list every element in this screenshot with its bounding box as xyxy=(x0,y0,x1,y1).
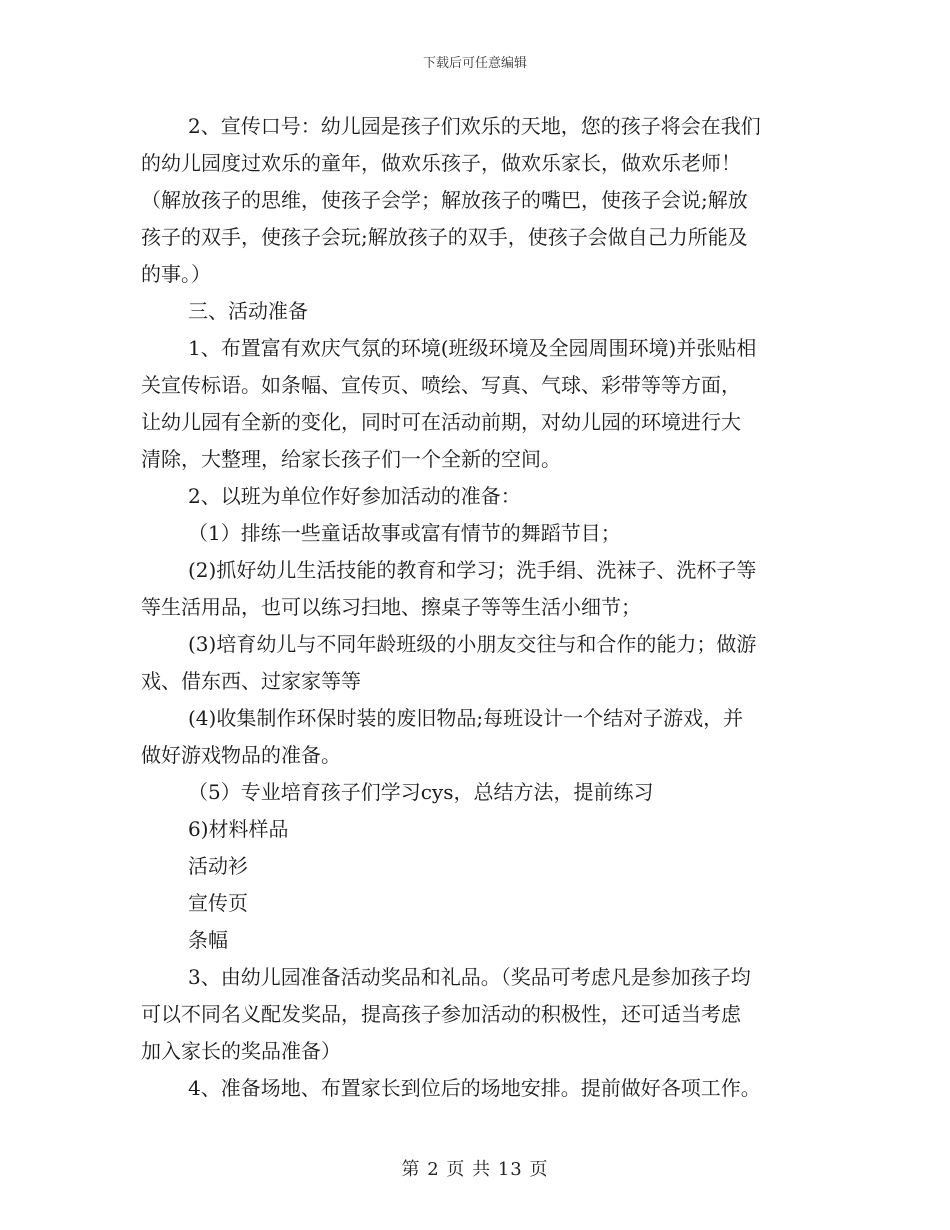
list-item: (2)抓好幼儿生活技能的教育和学习；洗手绢、洗袜子、洗杯子等 xyxy=(188,558,757,582)
paragraph-line: 等生活用品，也可以练习扫地、擦桌子等等生活小细节； xyxy=(141,595,641,619)
paragraph-line: 4、准备场地、布置家长到位后的场地安排。提前做好各项工作。 xyxy=(188,1076,761,1100)
paragraph-line: 可以不同名义配发奖品，提高孩子参加活动的积极性，还可适当考虑 xyxy=(141,1002,741,1026)
paragraph-line: 做好游戏物品的准备。 xyxy=(141,743,341,767)
paragraph-line: （解放孩子的思维，使孩子会学；解放孩子的嘴巴，使孩子会说;解放 xyxy=(141,188,748,212)
paragraph-line: 3、由幼儿园准备活动奖品和礼品。（奖品可考虑凡是参加孩子均 xyxy=(188,965,751,989)
paragraph-line: 孩子的双手，使孩子会玩;解放孩子的双手，使孩子会做自己力所能及 xyxy=(141,225,748,249)
page-header: 下载后可任意编辑 xyxy=(422,56,527,71)
document-body xyxy=(141,108,811,1107)
paragraph-line: 2、以班为单位作好参加活动的准备： xyxy=(188,484,521,508)
paragraph-line: 的幼儿园度过欢乐的童年，做欢乐孩子，做欢乐家长，做欢乐老师！ xyxy=(141,151,741,175)
paragraph-line: 的事。） xyxy=(141,262,211,286)
paragraph-line: 清除，大整理，给家长孩子们一个全新的空间。 xyxy=(141,447,561,471)
list-item: （5）专业培育孩子们学习cys，总结方法，提前练习 xyxy=(188,780,654,804)
page-footer: 第 2 页 共 13 页 xyxy=(401,1159,549,1180)
list-item: (3)培育幼儿与不同年龄班级的小朋友交往与和合作的能力；做游 xyxy=(188,632,757,656)
list-item: 条幅 xyxy=(188,928,228,952)
list-item: (4)收集制作环保时装的废旧物品;每班设计一个结对子游戏，并 xyxy=(188,706,744,730)
list-item: 宣传页 xyxy=(188,891,248,915)
paragraph-line: 让幼儿园有全新的变化，同时可在活动前期，对幼儿园的环境进行大 xyxy=(141,410,741,434)
paragraph-line: 戏、借东西、过家家等等 xyxy=(141,669,361,693)
paragraph-line: 2、宣传口号：幼儿园是孩子们欢乐的天地，您的孩子将会在我们 xyxy=(188,114,761,138)
list-item: 活动衫 xyxy=(188,854,248,878)
paragraph-line: 加入家长的奖品准备） xyxy=(141,1039,341,1063)
section-heading: 三、活动准备 xyxy=(188,299,308,323)
paragraph-line: 关宣传标语。如条幅、宣传页、喷绘、写真、气球、彩带等等方面， xyxy=(141,373,741,397)
paragraph-line: 1、布置富有欢庆气氛的环境(班级环境及全园周围环境)并张贴相 xyxy=(188,336,757,360)
list-item: 6)材料样品 xyxy=(188,817,289,841)
list-item: （1）排练一些童话故事或富有情节的舞蹈节目； xyxy=(188,521,621,545)
